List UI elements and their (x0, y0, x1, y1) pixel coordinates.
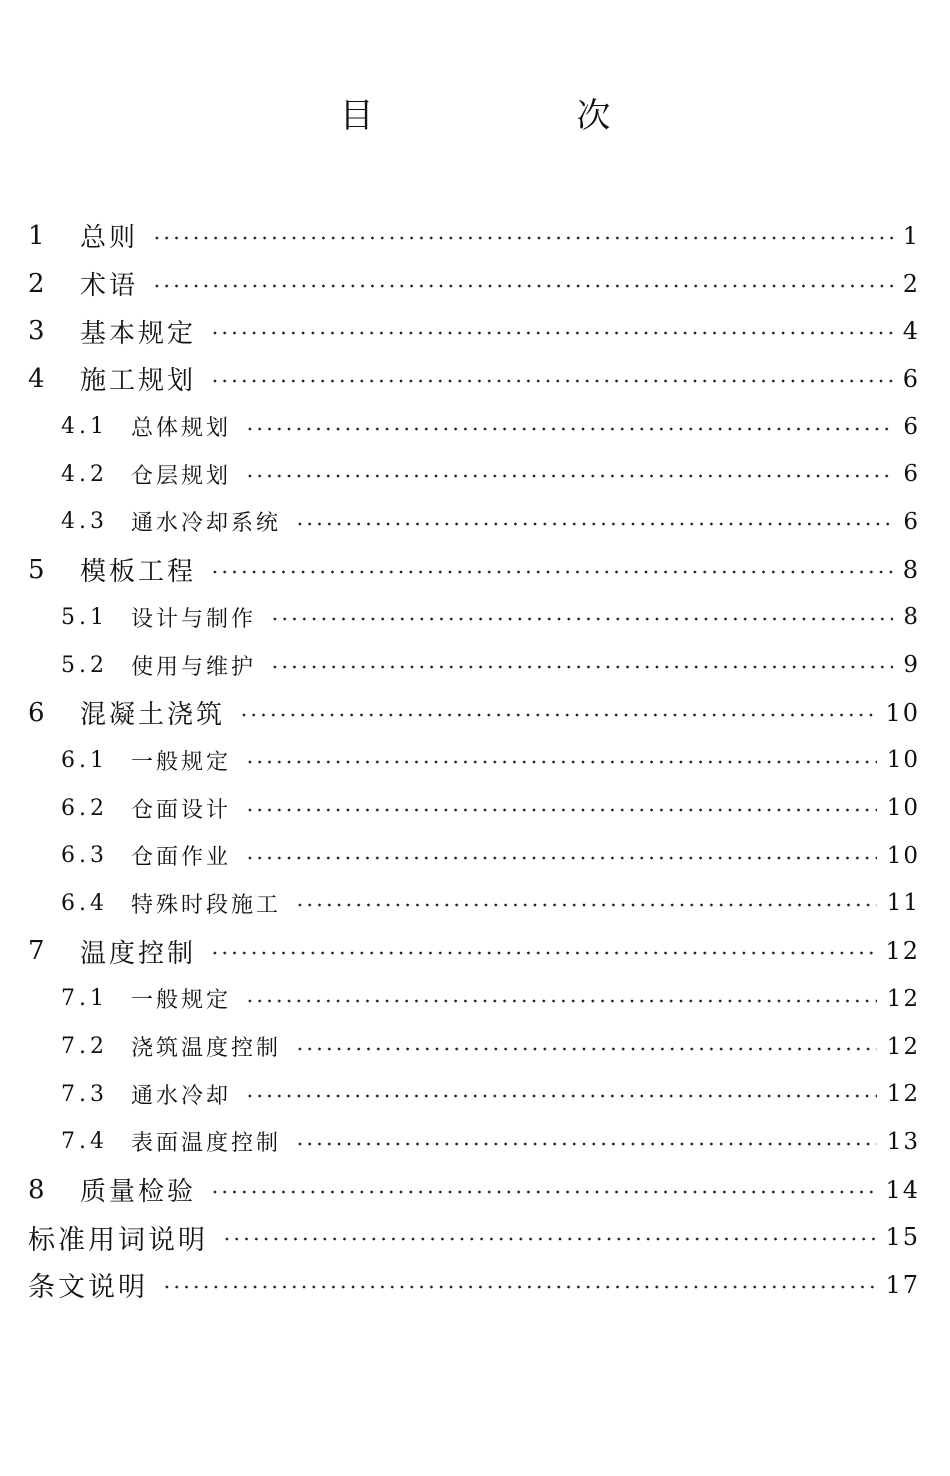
toc-entry-page: 12 (886, 1033, 920, 1060)
toc-entry-page: 9 (903, 652, 920, 679)
dot-leader (210, 379, 893, 383)
dot-leader (245, 999, 877, 1003)
toc-entry-label: 通水冷却 (131, 1083, 232, 1109)
toc-entry-number: 4.2 (61, 461, 108, 487)
toc-entry-page: 12 (886, 985, 920, 1012)
toc-entry-number: 6.4 (61, 890, 108, 916)
toc-entry-label: 一般规定 (131, 749, 232, 775)
dot-leader (210, 570, 893, 574)
toc-entry-label: 施工规划 (80, 366, 197, 397)
toc-subentry[interactable] (28, 737, 920, 785)
toc-subentry[interactable] (28, 450, 920, 498)
toc-appendix-entry[interactable] (28, 1213, 920, 1261)
dot-leader (295, 903, 877, 907)
toc-entry-label: 标准用词说明 (28, 1224, 208, 1256)
toc-entry-label: 混凝土浇筑 (80, 700, 226, 731)
toc-appendix-entry[interactable] (28, 1261, 920, 1309)
toc-entry-number: 5 (28, 554, 47, 585)
toc-entry-label: 仓面设计 (131, 797, 232, 823)
toc-subentry[interactable] (28, 498, 920, 546)
toc-subentry[interactable] (28, 832, 920, 880)
toc-entry-page: 8 (902, 555, 920, 584)
toc-subentry[interactable] (28, 403, 920, 451)
toc-entry-page: 11 (886, 890, 920, 917)
toc-subentry[interactable] (28, 975, 920, 1023)
toc-entry-number: 7.2 (61, 1034, 108, 1060)
toc-entry[interactable] (28, 927, 920, 975)
toc-entry-number: 6 (28, 697, 47, 728)
dot-leader (210, 331, 893, 335)
toc-entry-page: 6 (903, 461, 920, 488)
dot-leader (270, 665, 893, 669)
toc-entry-number: 6.2 (61, 795, 108, 821)
toc-entry-number: 6.3 (61, 843, 108, 869)
toc-entry-label: 条文说明 (28, 1272, 148, 1304)
toc-entry[interactable] (28, 307, 920, 355)
dot-leader (245, 474, 893, 478)
toc-entry-page: 10 (886, 842, 920, 869)
toc-entry-page: 6 (903, 413, 920, 440)
dot-leader (152, 284, 893, 288)
toc-entry-label: 仓面作业 (131, 845, 232, 871)
toc-entry-page: 15 (885, 1223, 920, 1252)
toc-entry-page: 17 (885, 1270, 920, 1299)
toc-entry-number: 7 (28, 936, 47, 967)
toc-entry-page: 8 (903, 604, 920, 631)
toc-entry[interactable] (28, 546, 920, 594)
dot-leader (270, 617, 893, 621)
toc-entry[interactable] (28, 260, 920, 308)
toc-entry-number: 7.3 (61, 1081, 108, 1107)
toc-entry-label: 模板工程 (80, 557, 197, 588)
dot-leader (210, 1190, 875, 1194)
toc-entry[interactable] (28, 355, 920, 403)
toc-subentry[interactable] (28, 641, 920, 689)
toc-entry-label: 通水冷却系统 (131, 511, 282, 537)
toc-subentry[interactable] (28, 594, 920, 642)
toc-entry-page: 13 (886, 1128, 920, 1155)
dot-leader (152, 236, 893, 240)
dot-leader (245, 427, 893, 431)
toc-entry-number: 4.3 (61, 509, 108, 535)
toc-entry-number: 6.1 (61, 747, 108, 773)
toc-entry-label: 表面温度控制 (131, 1131, 282, 1157)
dot-leader (239, 713, 875, 717)
toc-subentry[interactable] (28, 1070, 920, 1118)
dot-leader (295, 522, 893, 526)
toc-entry-label: 总则 (80, 223, 139, 254)
toc-subentry[interactable] (28, 784, 920, 832)
toc-entry-label: 浇筑温度控制 (131, 1036, 282, 1062)
toc-entry-page: 10 (886, 795, 920, 822)
dot-leader (222, 1237, 875, 1241)
dot-leader (245, 856, 877, 860)
toc-entry-number: 5.1 (61, 604, 108, 630)
toc-entry-page: 1 (902, 221, 920, 250)
toc-entry-page: 10 (885, 698, 920, 727)
dot-leader (162, 1285, 875, 1289)
toc-entry-label: 特殊时段施工 (131, 892, 282, 918)
toc-entry[interactable] (28, 689, 920, 737)
toc-entry-page: 12 (886, 1081, 920, 1108)
toc-entry-page: 4 (902, 317, 920, 346)
toc-entry-page: 6 (903, 508, 920, 535)
toc-entry-page: 2 (902, 269, 920, 298)
dot-leader (295, 1047, 877, 1051)
toc-entry-page: 12 (885, 937, 920, 966)
toc-entry-number: 1 (28, 220, 47, 251)
toc-entry-label: 仓层规划 (131, 463, 232, 489)
dot-leader (245, 1094, 877, 1098)
toc-entry-number: 7.4 (61, 1129, 108, 1155)
toc-entry-label: 基本规定 (80, 318, 197, 349)
dot-leader (245, 808, 877, 812)
toc-entry-page: 10 (886, 747, 920, 774)
toc-entry-page: 6 (902, 364, 920, 393)
toc-entry-number: 3 (28, 316, 47, 347)
toc-entry-label: 设计与制作 (131, 606, 257, 632)
dot-leader (295, 1142, 877, 1146)
toc-entry-label: 术语 (80, 271, 139, 302)
toc-entry-label: 使用与维护 (131, 654, 257, 680)
dot-leader (210, 951, 875, 955)
toc-subentry[interactable] (28, 880, 920, 928)
toc-entry[interactable] (28, 212, 920, 260)
toc-entry-page: 14 (885, 1175, 920, 1204)
toc-entry-number: 4.1 (61, 414, 108, 440)
toc-entry-number: 8 (28, 1174, 47, 1205)
toc-entry-number: 7.1 (61, 986, 108, 1012)
toc-entry-number: 4 (28, 363, 47, 394)
toc-entry-number: 2 (28, 268, 47, 299)
toc-entry[interactable] (28, 1166, 920, 1214)
toc-entry-label: 一般规定 (131, 988, 232, 1014)
toc-entry-number: 5.2 (61, 652, 108, 678)
toc-entry-label: 质量检验 (80, 1177, 197, 1208)
dot-leader (245, 760, 877, 764)
toc-subentry[interactable] (28, 1118, 920, 1166)
toc-entry-label: 总体规划 (131, 416, 232, 442)
toc-entry-label: 温度控制 (80, 938, 197, 969)
table-of-contents (28, 212, 920, 1309)
page-title: 目 次 (339, 96, 707, 136)
toc-subentry[interactable] (28, 1023, 920, 1071)
